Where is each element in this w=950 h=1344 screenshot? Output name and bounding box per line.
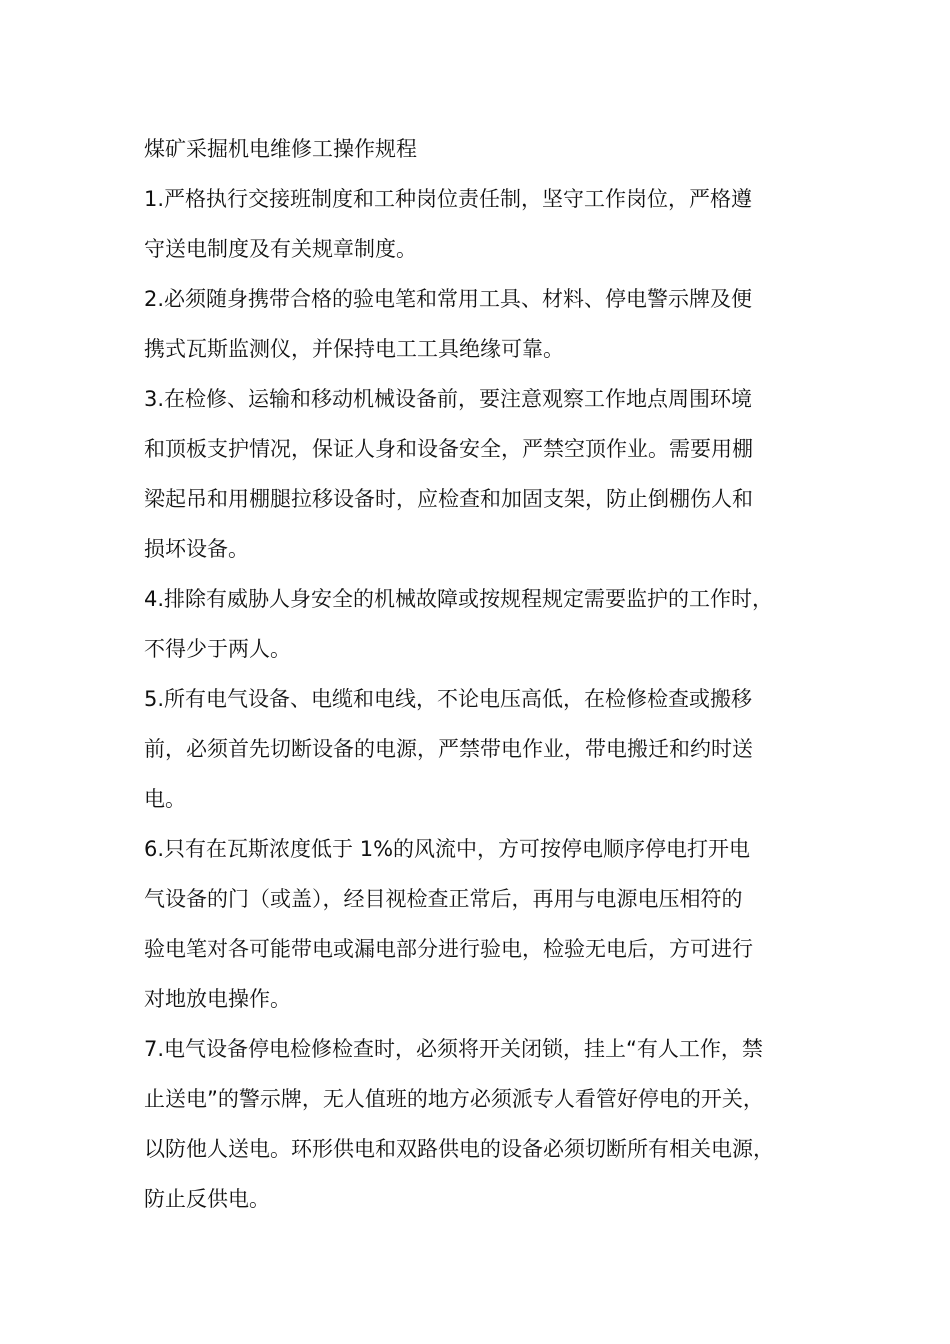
- text-line: 5.所有电气设备、电缆和电线，不论电压高低，在检修检查或搬移: [144, 687, 753, 711]
- document-body: [144, 124, 824, 1224]
- text-line: 6.只有在瓦斯浓度低于 1%的风流中，方可按停电顺序停电打开电: [144, 837, 751, 861]
- paragraph-6: [144, 824, 824, 1024]
- text-line: 防止反供电。: [144, 1187, 270, 1211]
- text-line: 止送电”的警示牌，无人值班的地方必须派专人看管好停电的开关，: [144, 1087, 764, 1111]
- text-line: 气设备的门（或盖），经目视检查正常后，再用与电源电压相符的: [144, 887, 743, 911]
- paragraph-5: [144, 674, 824, 824]
- text-line: 电。: [144, 787, 186, 811]
- paragraph-4: [144, 574, 824, 674]
- text-line: 携式瓦斯监测仪，并保持电工工具绝缘可靠。: [144, 337, 564, 361]
- text-line: 以防他人送电。环形供电和双路供电的设备必须切断所有相关电源，: [144, 1137, 774, 1161]
- text-line: 对地放电操作。: [144, 987, 291, 1011]
- text-line: 前，必须首先切断设备的电源，严禁带电作业，带电搬迁和约时送: [144, 737, 753, 761]
- text-line: 1.严格执行交接班制度和工种岗位责任制，坚守工作岗位，严格遵: [144, 187, 753, 211]
- text-line: 7.电气设备停电检修检查时，必须将开关闭锁，挂上“有人工作，禁: [144, 1037, 763, 1061]
- text-line: 和顶板支护情况，保证人身和设备安全，严禁空顶作业。需要用棚: [144, 437, 753, 461]
- text-line: 不得少于两人。: [144, 637, 291, 661]
- paragraph-3: [144, 374, 824, 574]
- paragraph-7: [144, 1024, 824, 1224]
- text-line: 守送电制度及有关规章制度。: [144, 237, 417, 261]
- paragraph-1: [144, 174, 824, 274]
- text-line: 4.排除有威胁人身安全的机械故障或按规程规定需要监护的工作时，: [144, 587, 774, 611]
- text-line: 损坏设备。: [144, 537, 249, 561]
- text-line: 梁起吊和用棚腿拉移设备时，应检查和加固支架，防止倒棚伤人和: [144, 487, 753, 511]
- paragraph-2: [144, 274, 824, 374]
- text-line: 验电笔对各可能带电或漏电部分进行验电，检验无电后，方可进行: [144, 937, 753, 961]
- text-line: 2.必须随身携带合格的验电笔和常用工具、材料、停电警示牌及便: [144, 287, 753, 311]
- text-line: 3.在检修、运输和移动机械设备前，要注意观察工作地点周围环境: [144, 387, 753, 411]
- document-title: 煤矿采掘机电维修工操作规程: [144, 137, 417, 161]
